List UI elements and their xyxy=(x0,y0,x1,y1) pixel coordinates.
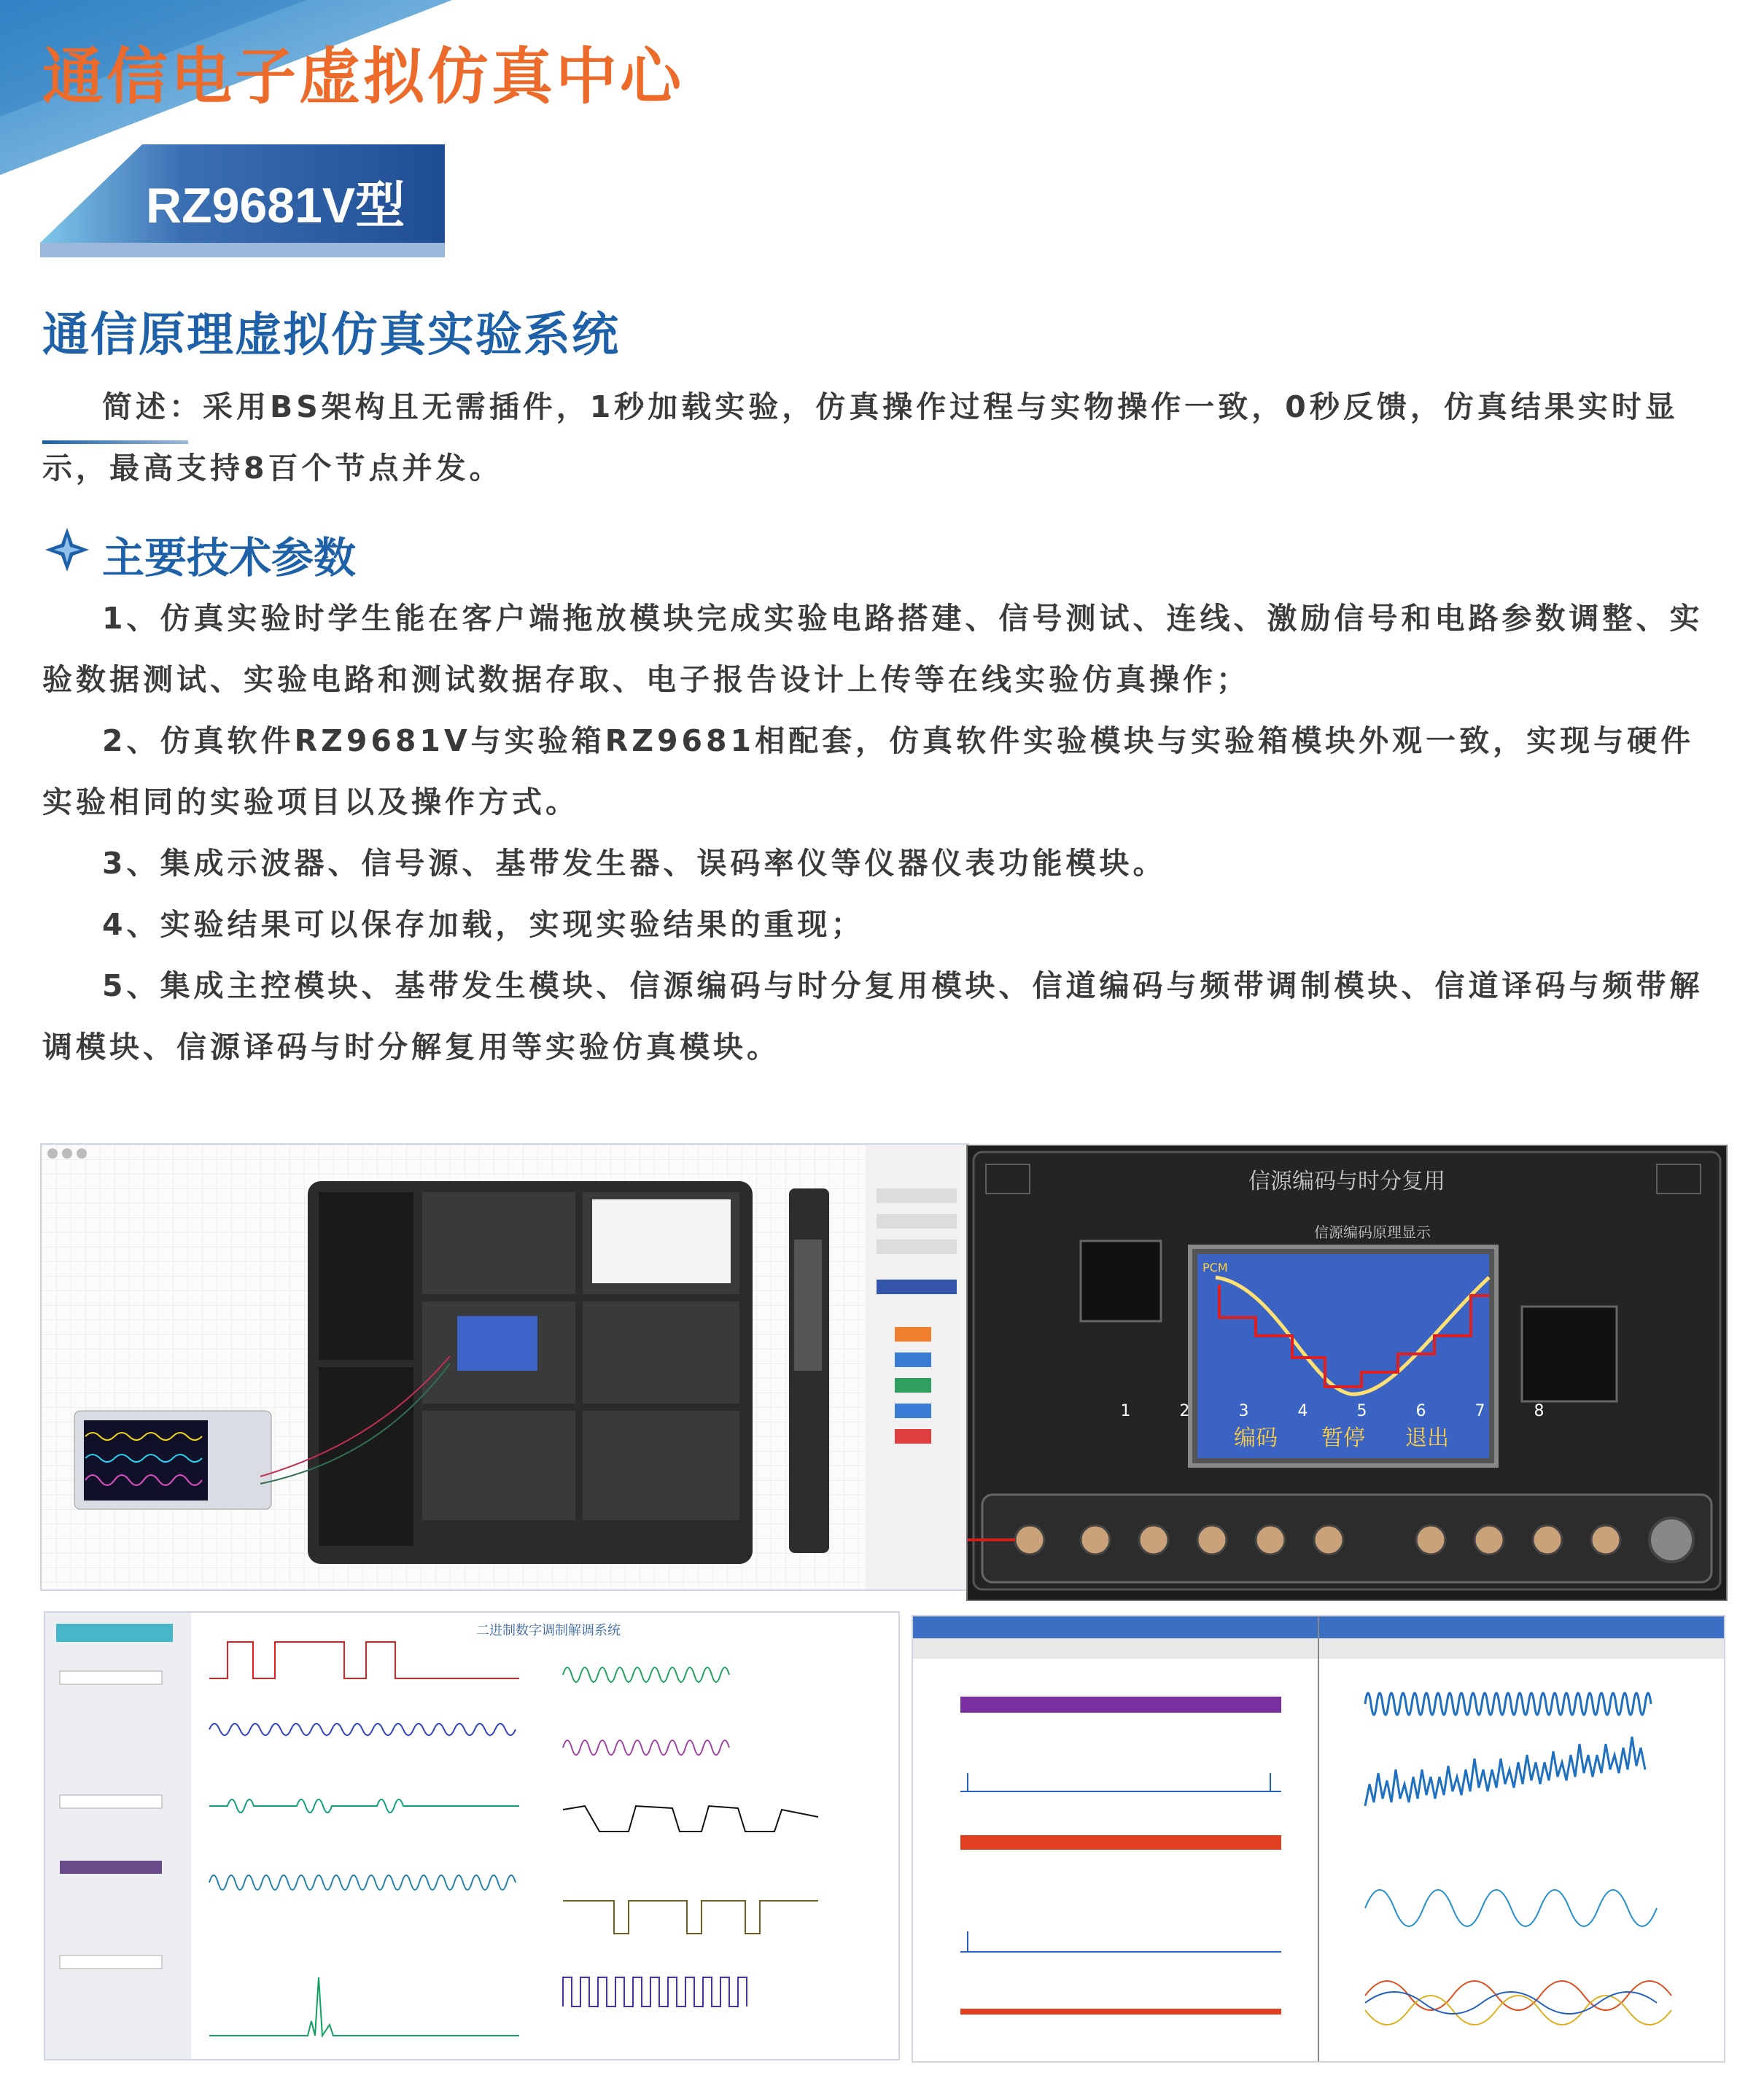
board-illustration xyxy=(968,1146,1726,1600)
section-title: 通信原理虚拟仿真实验系统 xyxy=(42,308,620,362)
simulation-workspace-screenshot xyxy=(40,1143,969,1591)
summary-accent-line xyxy=(42,440,188,444)
param-item-5: 5、集成主控模块、基带发生模块、信源编码与时分复用模块、信道编码与频带调制模块、信道译码与频带解调模块、信源译码与时分解复用等实验仿真模块。 xyxy=(42,968,1703,1064)
source-coding-board-screenshot xyxy=(966,1145,1728,1601)
summary-text: 简述：采用BS架构且无需插件，1秒加载实验，仿真操作过程与实物操作一致，0秒反馈，仿真结果实时显示，最高支持8百个节点并发。 xyxy=(42,389,1679,486)
modem-simulation-screenshot xyxy=(44,1611,900,2060)
summary-paragraph xyxy=(42,376,1727,499)
workspace-illustration xyxy=(42,1145,968,1589)
lcd-title: 信源编码原理显示 xyxy=(1314,1223,1431,1241)
lcd-numbers: 1 2 3 4 5 6 7 8 xyxy=(1120,1402,1566,1420)
matlab-figures-screenshot xyxy=(912,1615,1725,2063)
param-item-2: 2、仿真软件RZ9681V与实验箱RZ9681相配套，仿真软件实验模块与实验箱模块外观一致，实现与硬件实验相同的实验项目以及操作方式。 xyxy=(42,723,1695,820)
lcd-button-encode: 编码 xyxy=(1234,1425,1278,1451)
params-title: 主要技术参数 xyxy=(102,533,357,583)
model-label: RZ9681V型 xyxy=(146,178,405,233)
lcd-button-pause: 暂停 xyxy=(1321,1425,1365,1451)
modem-title: 二进制数字调制解调系统 xyxy=(476,1623,621,1638)
modem-plots xyxy=(45,1613,898,2059)
diamond-star-icon xyxy=(44,526,90,573)
lcd-button-exit: 退出 xyxy=(1405,1425,1449,1451)
lcd-pcm-label: PCM xyxy=(1202,1261,1228,1274)
param-item-4: 4、实验结果可以保存加载，实现实验结果的重现； xyxy=(102,907,865,942)
main-title: 通信电子虚拟仿真中心 xyxy=(42,41,685,112)
board-title: 信源编码与时分复用 xyxy=(1248,1169,1445,1194)
matlab-plots xyxy=(913,1616,1724,2061)
param-item-1: 1、仿真实验时学生能在客户端拖放模块完成实验电路搭建、信号测试、连线、激励信号和电路参数调整、实验数据测试、实验电路和测试数据存取、电子报告设计上传等在线实验仿真操作； xyxy=(42,601,1703,697)
params-list xyxy=(42,588,1727,1078)
param-item-3: 3、集成示波器、信号源、基带发生器、误码率仪等仪器仪表功能模块。 xyxy=(102,846,1167,881)
